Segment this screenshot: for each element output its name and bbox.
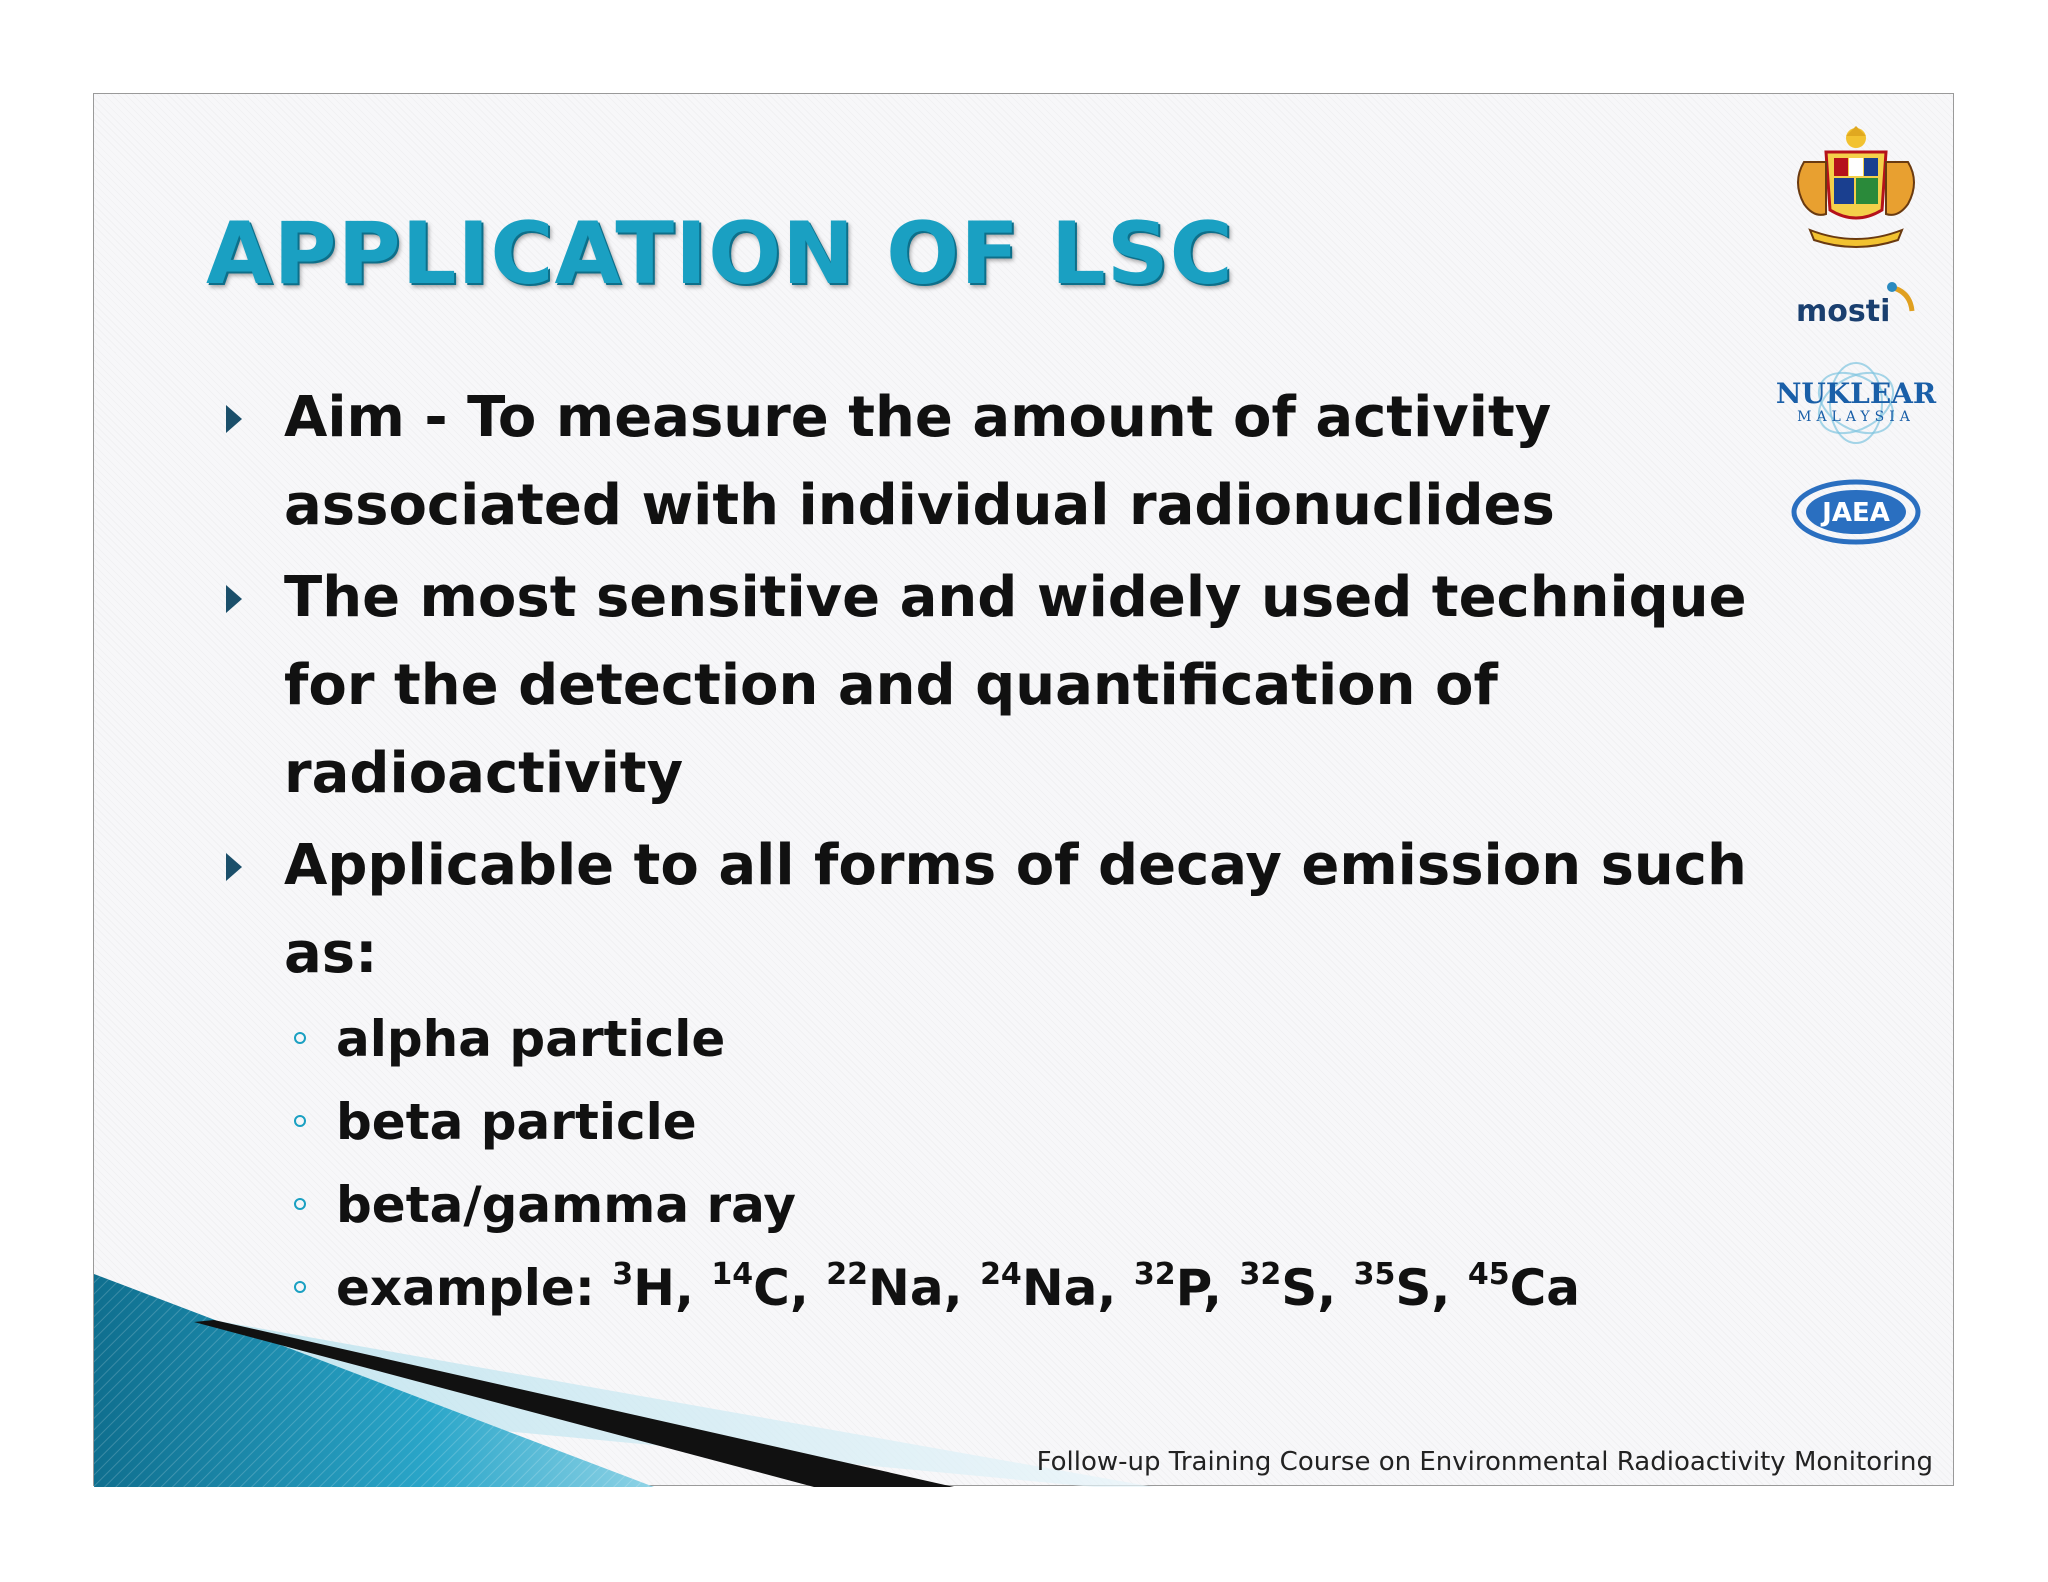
mass-number: 32 <box>1133 1257 1176 1292</box>
sub-bullet-text: beta/gamma ray <box>336 1176 796 1234</box>
mass-number: 45 <box>1467 1257 1510 1292</box>
mass-number: 24 <box>980 1257 1022 1292</box>
bullet-list <box>174 374 1854 1330</box>
slide-title: APPLICATION OF LSC <box>206 204 1234 304</box>
element-symbol: Ca <box>1509 1259 1581 1317</box>
nuclide: $^{32}$S, <box>1239 1257 1337 1317</box>
nuclide: $^{24}$Na, <box>980 1257 1117 1317</box>
bullet-text: The most sensitive and widely used technique for the detection and quantification of radioactivity <box>284 565 1747 806</box>
sub-bullet-item <box>284 1164 1854 1247</box>
footer-text: Follow-up Training Course on Environmental Radioactivity Monitoring <box>1036 1447 1933 1477</box>
circle-bullet-icon <box>294 1281 306 1293</box>
element-symbol: H <box>633 1259 675 1317</box>
triangle-bullet-icon <box>226 405 242 433</box>
slide <box>93 93 1954 1486</box>
bullet-text: Applicable to all forms of decay emission such as: <box>284 833 1747 986</box>
mass-number: 22 <box>826 1257 869 1292</box>
nuclide: $^{32}$P, <box>1133 1257 1223 1317</box>
jaea-logo-text: JAEA <box>1822 498 1890 528</box>
mosti-logo-text: mosti <box>1796 294 1891 329</box>
bullet-item <box>174 822 1854 1330</box>
element-symbol: Na <box>1021 1259 1098 1317</box>
circle-bullet-icon <box>294 1115 306 1127</box>
nuclide: $^{35}$S, <box>1353 1257 1451 1317</box>
element-symbol: S <box>1395 1259 1432 1317</box>
circle-bullet-icon <box>294 1198 306 1210</box>
mass-number: 3 <box>612 1257 634 1292</box>
malaysia-logo-text: MALAYSIA <box>1797 409 1915 425</box>
element-symbol: Na <box>868 1259 944 1317</box>
nuclide: $^{22}$Na, <box>826 1257 963 1317</box>
mass-number: 32 <box>1239 1257 1282 1292</box>
sub-bullet-example <box>284 1247 1854 1330</box>
element-symbol: P <box>1175 1259 1204 1317</box>
mass-number: 14 <box>711 1257 754 1292</box>
bullet-item <box>174 554 1854 818</box>
jaea-logo <box>1786 467 1926 557</box>
nuklear-logo-text: NUKLEAR <box>1775 377 1937 410</box>
nuklear-malaysia-logo <box>1775 355 1937 455</box>
element-symbol: C <box>753 1259 790 1317</box>
circle-bullet-icon <box>294 1032 306 1044</box>
bullet-text: Aim - To measure the amount of activity associated with individual radionuclides <box>284 385 1555 538</box>
bullet-item <box>174 374 1854 550</box>
example-prefix: example: <box>336 1259 595 1317</box>
triangle-bullet-icon <box>226 585 242 613</box>
mosti-logo <box>1786 271 1926 341</box>
logo-column <box>1775 122 1937 557</box>
sub-bullet-text: alpha particle <box>336 1010 726 1068</box>
sub-bullet-text: beta particle <box>336 1093 697 1151</box>
mass-number: 35 <box>1353 1257 1396 1292</box>
sub-bullet-list <box>284 998 1854 1330</box>
element-symbol: S <box>1281 1259 1318 1317</box>
nuclide <box>1468 1259 1580 1317</box>
coat-of-arms-logo <box>1786 122 1926 257</box>
nuclide: $^{14}$C, <box>711 1257 809 1317</box>
sub-bullet-item <box>284 1081 1854 1164</box>
nuclide: $^3$H, <box>612 1257 694 1317</box>
sub-bullet-item <box>284 998 1854 1081</box>
triangle-bullet-icon <box>226 853 242 881</box>
